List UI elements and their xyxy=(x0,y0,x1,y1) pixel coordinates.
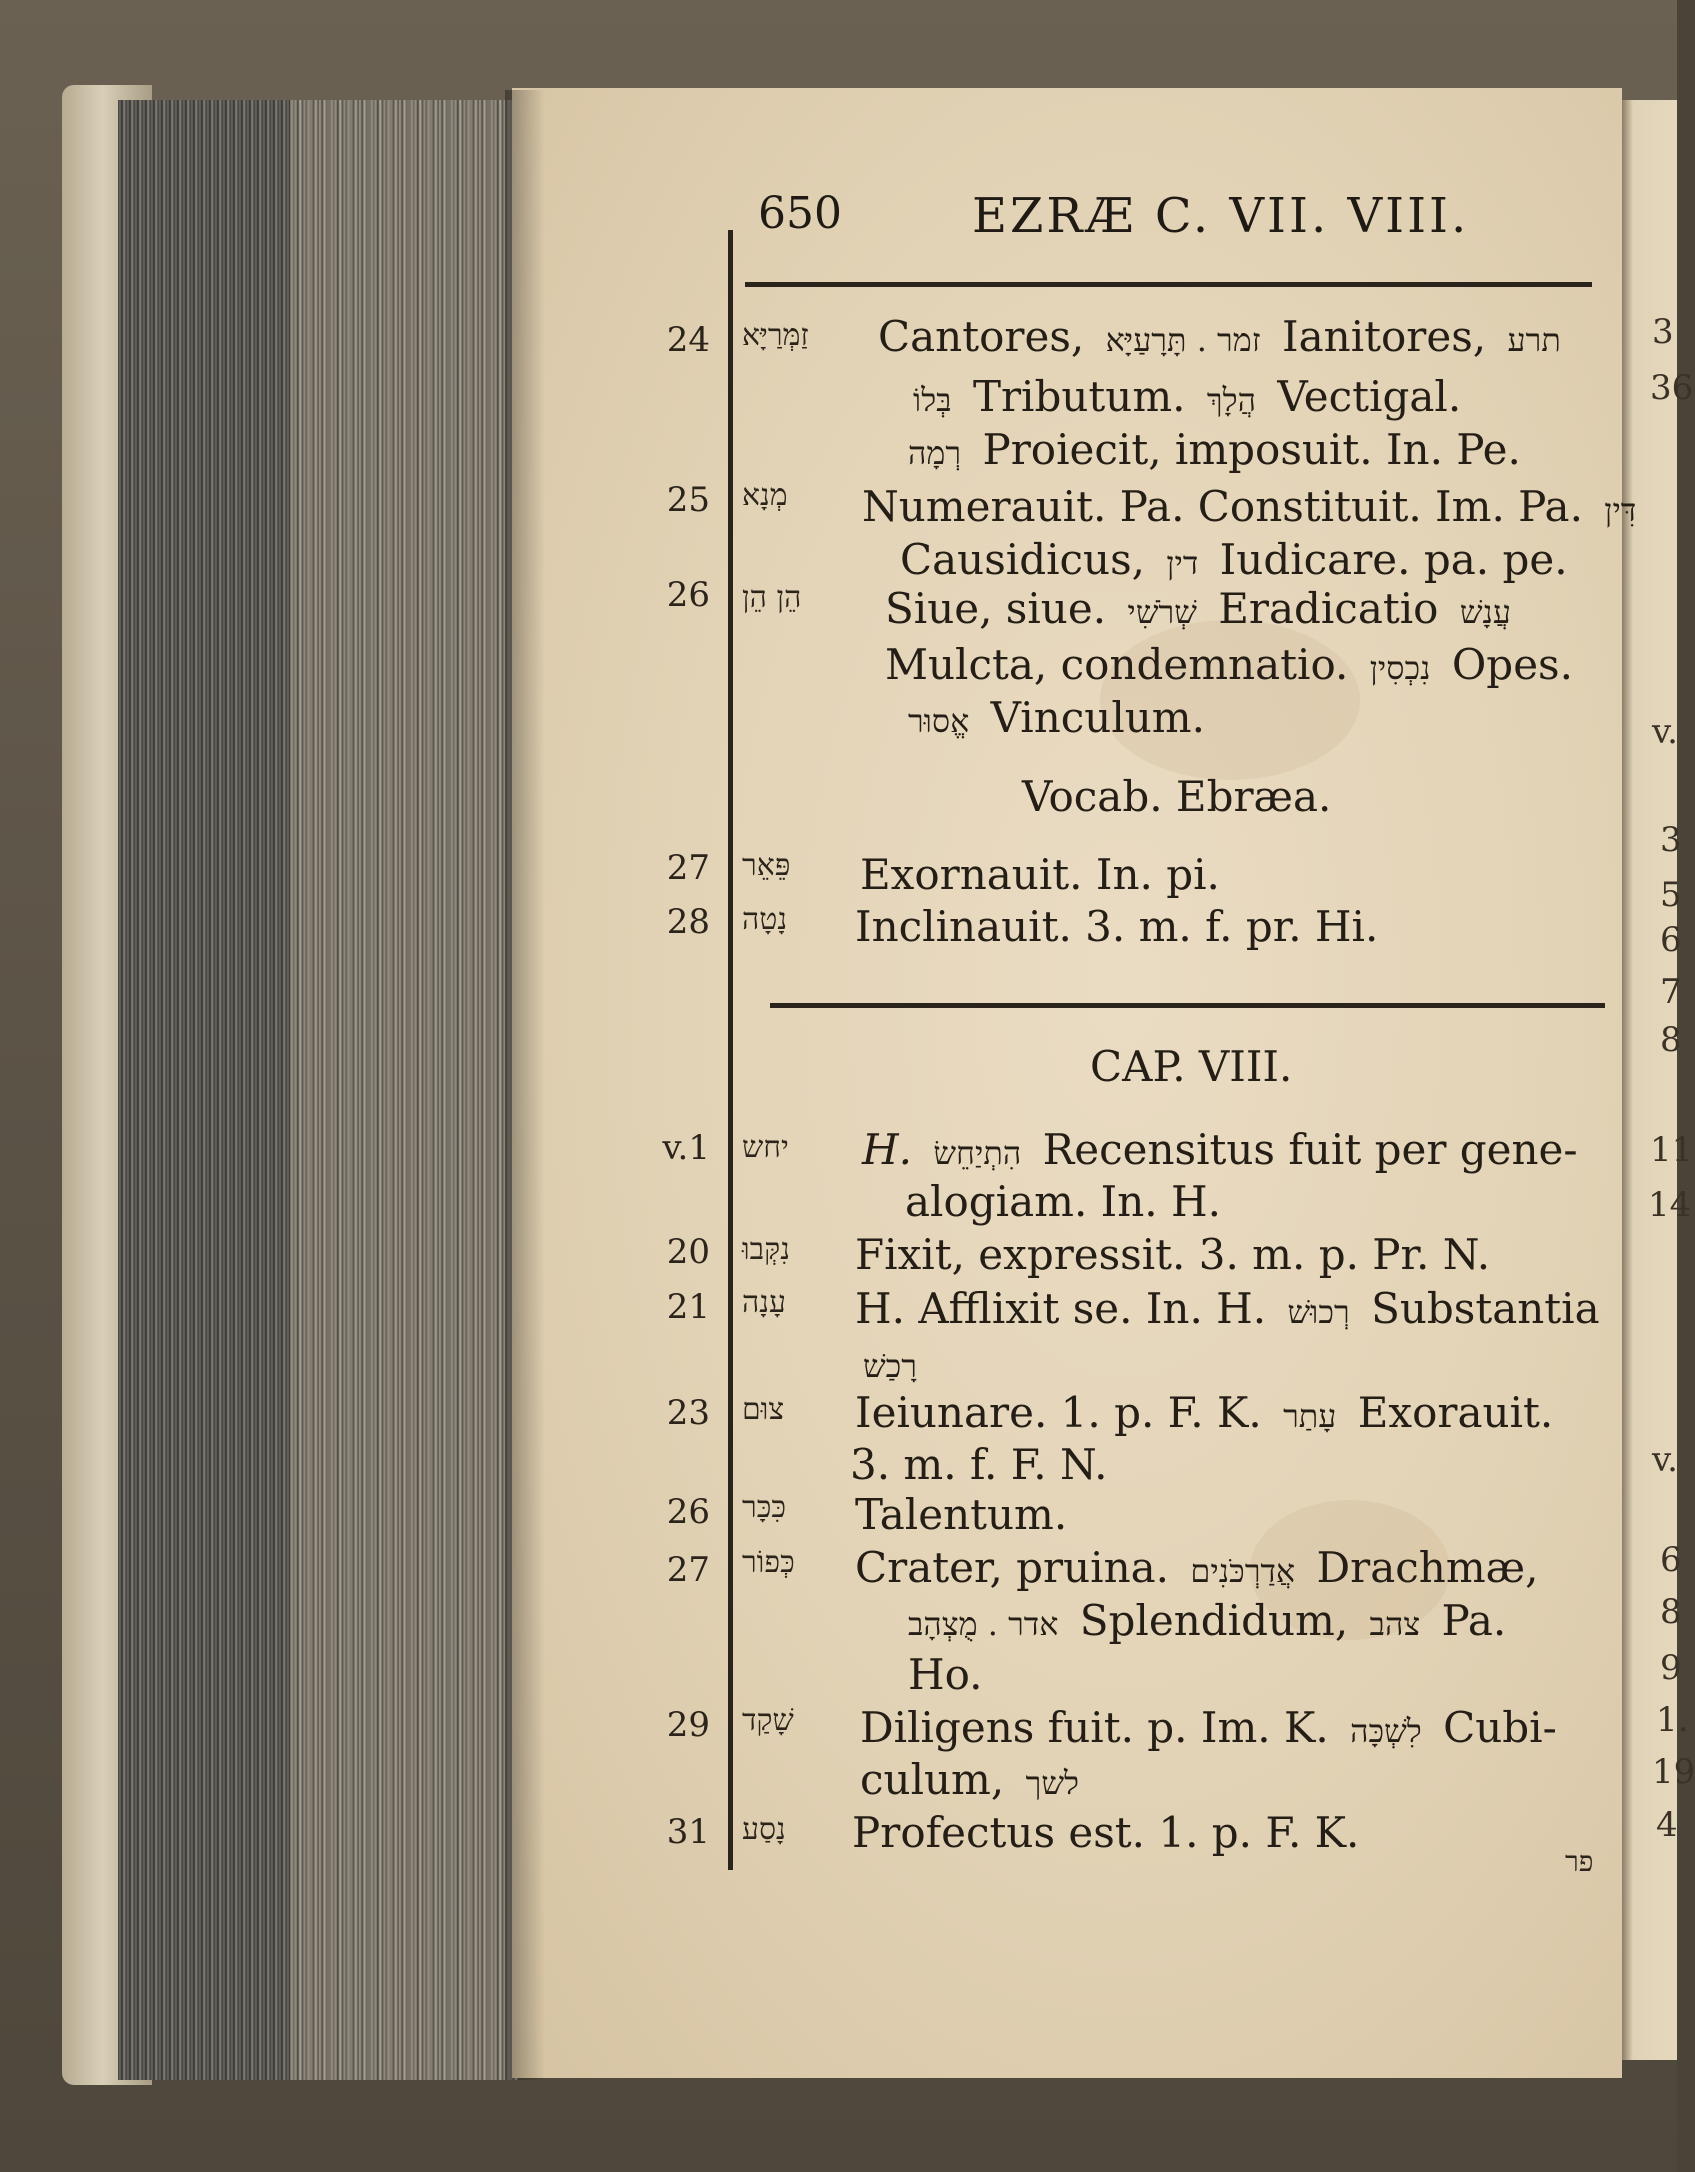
verse-number: 25 xyxy=(666,480,710,520)
head-rule xyxy=(745,282,1592,287)
latin-text: Vectigal. xyxy=(1277,372,1462,421)
entry-line xyxy=(862,1125,1578,1174)
entry-line xyxy=(855,902,1378,951)
verse-number: 26 xyxy=(666,1492,710,1532)
entry-line xyxy=(900,535,1568,584)
latin-text: Cubi- xyxy=(1443,1703,1557,1752)
verse-number: 20 xyxy=(666,1232,710,1272)
entry-line xyxy=(855,1543,1539,1592)
facing-margin-text: v. xyxy=(1652,712,1678,752)
latin-text: Crater, pruina. xyxy=(855,1543,1170,1592)
entry-line xyxy=(860,1755,1087,1804)
hebrew-text: הֲלָךְ xyxy=(1206,381,1256,419)
hebrew-text: נִכְסִין xyxy=(1369,649,1431,687)
latin-text: Talentum. xyxy=(855,1490,1068,1539)
latin-text: Ianitores, xyxy=(1282,312,1487,361)
verse-number: 27 xyxy=(666,848,710,888)
hebrew-text: אֲדַרְכֹּנִים xyxy=(1190,1552,1296,1590)
hebrew-headword: שָׁקַד xyxy=(742,1703,794,1738)
hebrew-text: דִּין xyxy=(1604,491,1637,529)
chapter-heading: CAP. VIII. xyxy=(1090,1042,1293,1091)
latin-text: Numerauit. Pa. Constituit. Im. Pa. xyxy=(862,482,1583,531)
latin-text: Iudicare. pa. pe. xyxy=(1219,535,1568,584)
section-heading: Vocab. Ebræa. xyxy=(1022,772,1332,821)
latin-text: Inclinauit. 3. m. f. pr. Hi. xyxy=(855,902,1379,951)
latin-text: Mulcta, condemnatio. xyxy=(885,640,1349,689)
hebrew-text: עֲנָשׁ xyxy=(1459,593,1511,631)
hebrew-text: רָכַשׁ xyxy=(863,1347,918,1385)
facing-margin-text: 3 xyxy=(1652,312,1674,352)
latin-text: Opes. xyxy=(1451,640,1573,689)
entry-line xyxy=(860,1703,1557,1752)
latin-text: Ho. xyxy=(908,1650,983,1699)
entry-line xyxy=(850,1440,1107,1489)
hebrew-headword: יחש xyxy=(742,1130,789,1165)
latin-text: Recensitus fuit per gene- xyxy=(1042,1125,1578,1174)
hebrew-headword: מְנָא xyxy=(742,478,788,513)
hebrew-headword: זַמְּרַיָּא xyxy=(742,318,809,353)
latin-text: Causidicus, xyxy=(900,535,1146,584)
latin-text: Proiecit, imposuit. In. Pe. xyxy=(982,425,1521,474)
hebrew-headword: כִּכָּר xyxy=(742,1490,787,1525)
latin-text: Pa. xyxy=(1441,1596,1507,1645)
page-number: 650 xyxy=(758,188,842,239)
hebrew-headword: צוּם xyxy=(742,1392,785,1427)
entry-line xyxy=(900,1596,1506,1645)
latin-text: Exornauit. In. pi. xyxy=(860,850,1220,899)
page-edges-tint xyxy=(290,100,518,2080)
hebrew-text: הִתְיַחֵשׂ xyxy=(933,1134,1022,1172)
entry-line xyxy=(900,425,1521,474)
facing-margin-text: 8 xyxy=(1660,1592,1682,1632)
hebrew-text: תרע xyxy=(1507,321,1561,359)
latin-text: Siue, siue. xyxy=(885,584,1107,633)
latin-text: Splendidum, xyxy=(1079,1596,1349,1645)
hebrew-text: צהב xyxy=(1369,1605,1421,1643)
hebrew-headword: פֵּאֵר xyxy=(742,848,791,883)
verse-number: 23 xyxy=(666,1393,710,1433)
entry-line xyxy=(852,1808,1359,1857)
facing-margin-text: v. xyxy=(1652,1440,1678,1480)
verse-number: 29 xyxy=(666,1705,710,1745)
hebrew-text: דין xyxy=(1166,544,1199,582)
catchword: פר xyxy=(1565,1845,1594,1878)
entry-line xyxy=(885,584,1519,633)
facing-margin-text: 19 xyxy=(1652,1752,1695,1792)
entry-line xyxy=(900,693,1205,742)
latin-text: Exorauit. xyxy=(1357,1388,1554,1437)
verse-number: 27 xyxy=(666,1550,710,1590)
latin-text: Cantores, xyxy=(878,312,1085,361)
facing-margin-text: 7 xyxy=(1660,972,1682,1012)
hebrew-text: אדר . מֻצְהָב xyxy=(908,1605,1059,1643)
verse-number: 31 xyxy=(666,1812,710,1852)
hebrew-headword: הֵן הֵן xyxy=(742,580,802,615)
hebrew-headword: כְּפוֹר xyxy=(742,1545,795,1580)
hebrew-text: עָתַר xyxy=(1283,1397,1337,1435)
hebrew-text: לשך xyxy=(1025,1764,1079,1802)
facing-margin-text: 36 xyxy=(1650,368,1694,408)
hebrew-headword: נָטָה xyxy=(742,902,788,937)
latin-text: Ieiunare. 1. p. F. K. xyxy=(855,1388,1262,1437)
latin-text: H. Afflixit se. In. H. xyxy=(855,1284,1267,1333)
latin-text: 3. m. f. F. N. xyxy=(850,1440,1108,1489)
latin-text: H. xyxy=(862,1125,912,1174)
facing-margin-text: 3 xyxy=(1660,820,1682,860)
verse-number: 21 xyxy=(666,1287,710,1327)
section-rule xyxy=(770,1003,1605,1008)
verse-number: v.1 xyxy=(662,1128,710,1168)
verse-number: 28 xyxy=(666,902,710,942)
entry-line xyxy=(908,1650,983,1699)
entry-line xyxy=(905,1177,1221,1226)
hebrew-headword: עָנָה xyxy=(742,1285,786,1320)
facing-margin-text: 5 xyxy=(1660,875,1682,915)
facing-margin-text: 8 xyxy=(1660,1020,1682,1060)
latin-text: alogiam. In. H. xyxy=(905,1177,1221,1226)
latin-text: Substantia xyxy=(1371,1284,1600,1333)
entry-line xyxy=(885,640,1573,689)
entry-line xyxy=(855,1230,1490,1279)
entry-line xyxy=(855,1338,925,1387)
hebrew-text: זמר . תָּרָעַיָּא xyxy=(1105,321,1261,359)
entry-line xyxy=(878,312,1569,361)
entry-line xyxy=(862,482,1644,531)
hebrew-text: שְׁרֹשִׁי xyxy=(1127,593,1197,631)
latin-text: Profectus est. 1. p. F. K. xyxy=(852,1808,1360,1857)
verse-number: 26 xyxy=(666,575,710,615)
latin-text: Tributum. xyxy=(972,372,1186,421)
facing-margin-text: 9 xyxy=(1660,1648,1682,1688)
latin-text: Fixit, expressit. 3. m. p. Pr. N. xyxy=(855,1230,1491,1279)
facing-margin-text: 14 xyxy=(1648,1185,1692,1225)
hebrew-headword: נִקְּבוּ xyxy=(742,1232,790,1267)
latin-text: Drachmæ, xyxy=(1316,1543,1539,1592)
entry-line xyxy=(855,1284,1600,1333)
facing-margin-text: 1. xyxy=(1656,1700,1689,1740)
latin-text: culum, xyxy=(860,1755,1005,1804)
hebrew-headword: נָסַע xyxy=(742,1812,786,1847)
column-rule xyxy=(728,230,733,1870)
hebrew-text: לִשְׁכָּה xyxy=(1350,1712,1422,1750)
hebrew-text: אֱסוּר xyxy=(908,702,970,740)
hebrew-text: רְכוּשׁ xyxy=(1287,1293,1350,1331)
facing-margin-text: 6 xyxy=(1660,920,1682,960)
latin-text: Diligens fuit. p. Im. K. xyxy=(860,1703,1329,1752)
facing-margin-text: 4 xyxy=(1656,1805,1678,1845)
gutter-shadow xyxy=(505,90,545,2080)
facing-margin-text: 6 xyxy=(1660,1540,1682,1580)
verse-number: 24 xyxy=(666,320,710,360)
entry-line xyxy=(855,1490,1067,1539)
latin-text: Vinculum. xyxy=(990,693,1205,742)
hebrew-text: בְּלוֹ xyxy=(913,381,952,419)
hebrew-text: רְמָה xyxy=(908,434,962,472)
entry-line xyxy=(860,850,1220,899)
entry-line xyxy=(905,372,1461,421)
facing-margin-text: 11 xyxy=(1650,1130,1694,1170)
latin-text: Eradicatio xyxy=(1218,584,1439,633)
entry-line xyxy=(855,1388,1553,1437)
running-title: EZRÆ C. VII. VIII. xyxy=(972,188,1470,244)
